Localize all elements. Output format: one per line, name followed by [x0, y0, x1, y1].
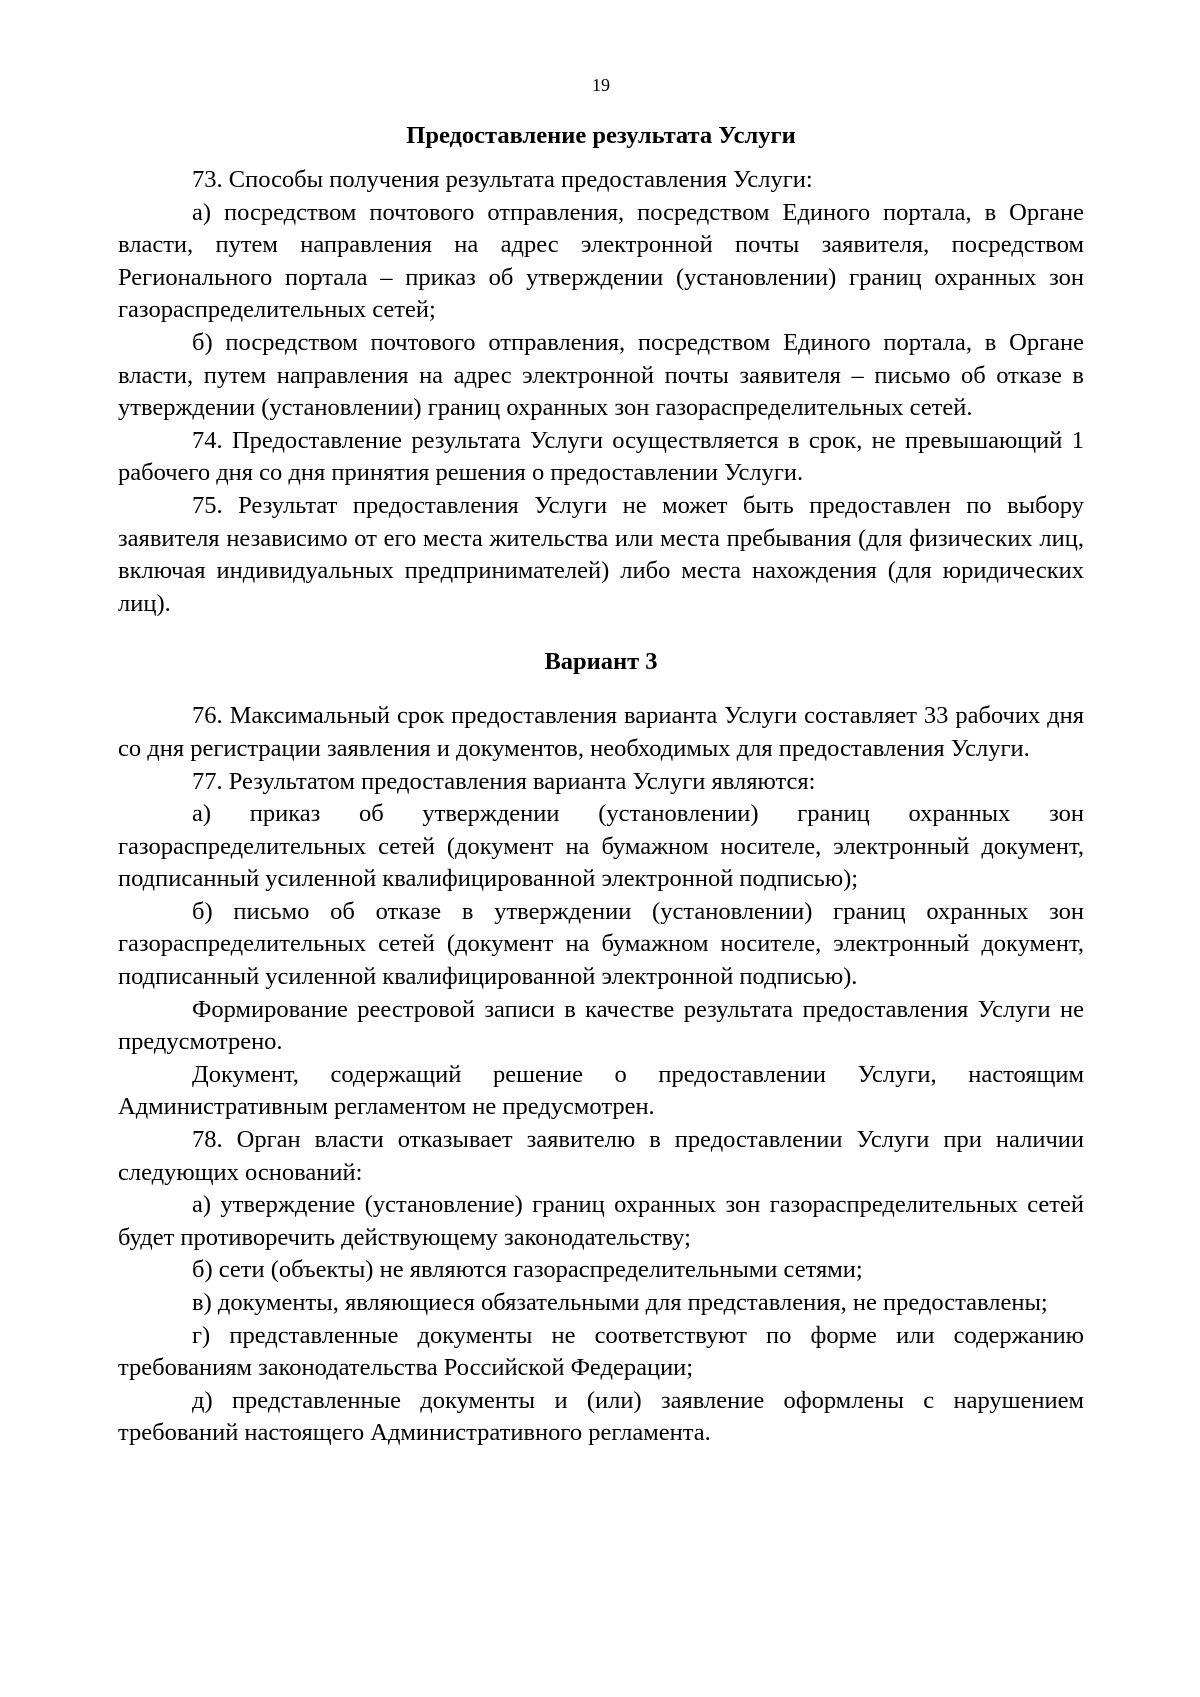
paragraph-73-b: б) посредством почтового отправления, посредством Единого портала, в Органе власти, путем направления на адрес электронной почты заявителя – письмо об отказе в утверждении (установлении) границ охранных зон газораспределительных сетей.: [118, 328, 1084, 422]
page-number: 19: [592, 75, 610, 95]
section-heading-variant-3: Вариант 3: [544, 648, 658, 676]
paragraph-78-d: д) представленные документы и (или) заявление оформлены с нарушением требований настоящего Административного регламента.: [118, 1386, 1084, 1447]
paragraph-78-g: г) представленные документы не соответствуют по форме или содержанию требованиям законодательства Российской Федерации;: [118, 1321, 1084, 1382]
paragraph-78-b: б) сети (объекты) не являются газораспределительными сетями;: [192, 1256, 863, 1284]
paragraph-78-v: в) документы, являющиеся обязательными для представления, не предоставлены;: [192, 1289, 1048, 1316]
section-heading-result: Предоставление результата Услуги: [406, 122, 796, 149]
document-page: [118, 0, 1084, 1697]
paragraph-75: 75. Результат предоставления Услуги не может быть предоставлен по выбору заявителя независимо от его места жительства или места пребывания (для физических лиц, включая индивидуальных предпринимателей) либо места нахождения (для юридических лиц).: [118, 491, 1084, 617]
paragraph-78-a: а) утверждение (установление) границ охранных зон газораспределительных сетей будет противоречить действующему законодательству;: [118, 1191, 1084, 1251]
paragraph-73: 73. Способы получения результата предоставления Услуги:: [192, 166, 813, 193]
document-body: [118, 120, 1084, 1450]
paragraph-76: 76. Максимальный срок предоставления варианта Услуги составляет 33 рабочих дня со дня регистрации заявления и документов, необходимых для предоставления Услуги.: [118, 702, 1084, 762]
paragraph-77: 77. Результатом предоставления варианта Услуги являются:: [192, 767, 816, 795]
paragraph-73-a: а) посредством почтового отправления, посредством Единого портала, в Органе власти, путем направления на адрес электронной почты заявителя, посредством Регионального портала – приказ об утверждении (установлении) границ охранных зон газораспределительных сетей;: [118, 198, 1084, 324]
paragraph-78: 78. Орган власти отказывает заявителю в предоставлении Услуги при наличии следующих оснований:: [118, 1126, 1084, 1186]
paragraph-77-a: а) приказ об утверждении (установлении) границ охранных зон газораспределительных сетей (документ на бумажном носителе, электронный документ, подписанный усиленной квалифицированной электронной подписью);: [118, 800, 1084, 893]
paragraph-77-b: б) письмо об отказе в утверждении (установлении) границ охранных зон газораспределительных сетей (документ на бумажном носителе, электронный документ, подписанный усиленной квалифицированной электронной подписью).: [118, 897, 1084, 991]
paragraph-decision-document: Документ, содержащий решение о предоставлении Услуги, настоящим Административным регламентом не предусмотрен.: [118, 1060, 1084, 1121]
paragraph-74: 74. Предоставление результата Услуги осуществляется в срок, не превышающий 1 рабочего дня со дня принятия решения о предоставлении Услуги.: [118, 426, 1084, 487]
paragraph-registry-record: Формирование реестровой записи в качестве результата предоставления Услуги не предусмотрено.: [118, 995, 1084, 1056]
